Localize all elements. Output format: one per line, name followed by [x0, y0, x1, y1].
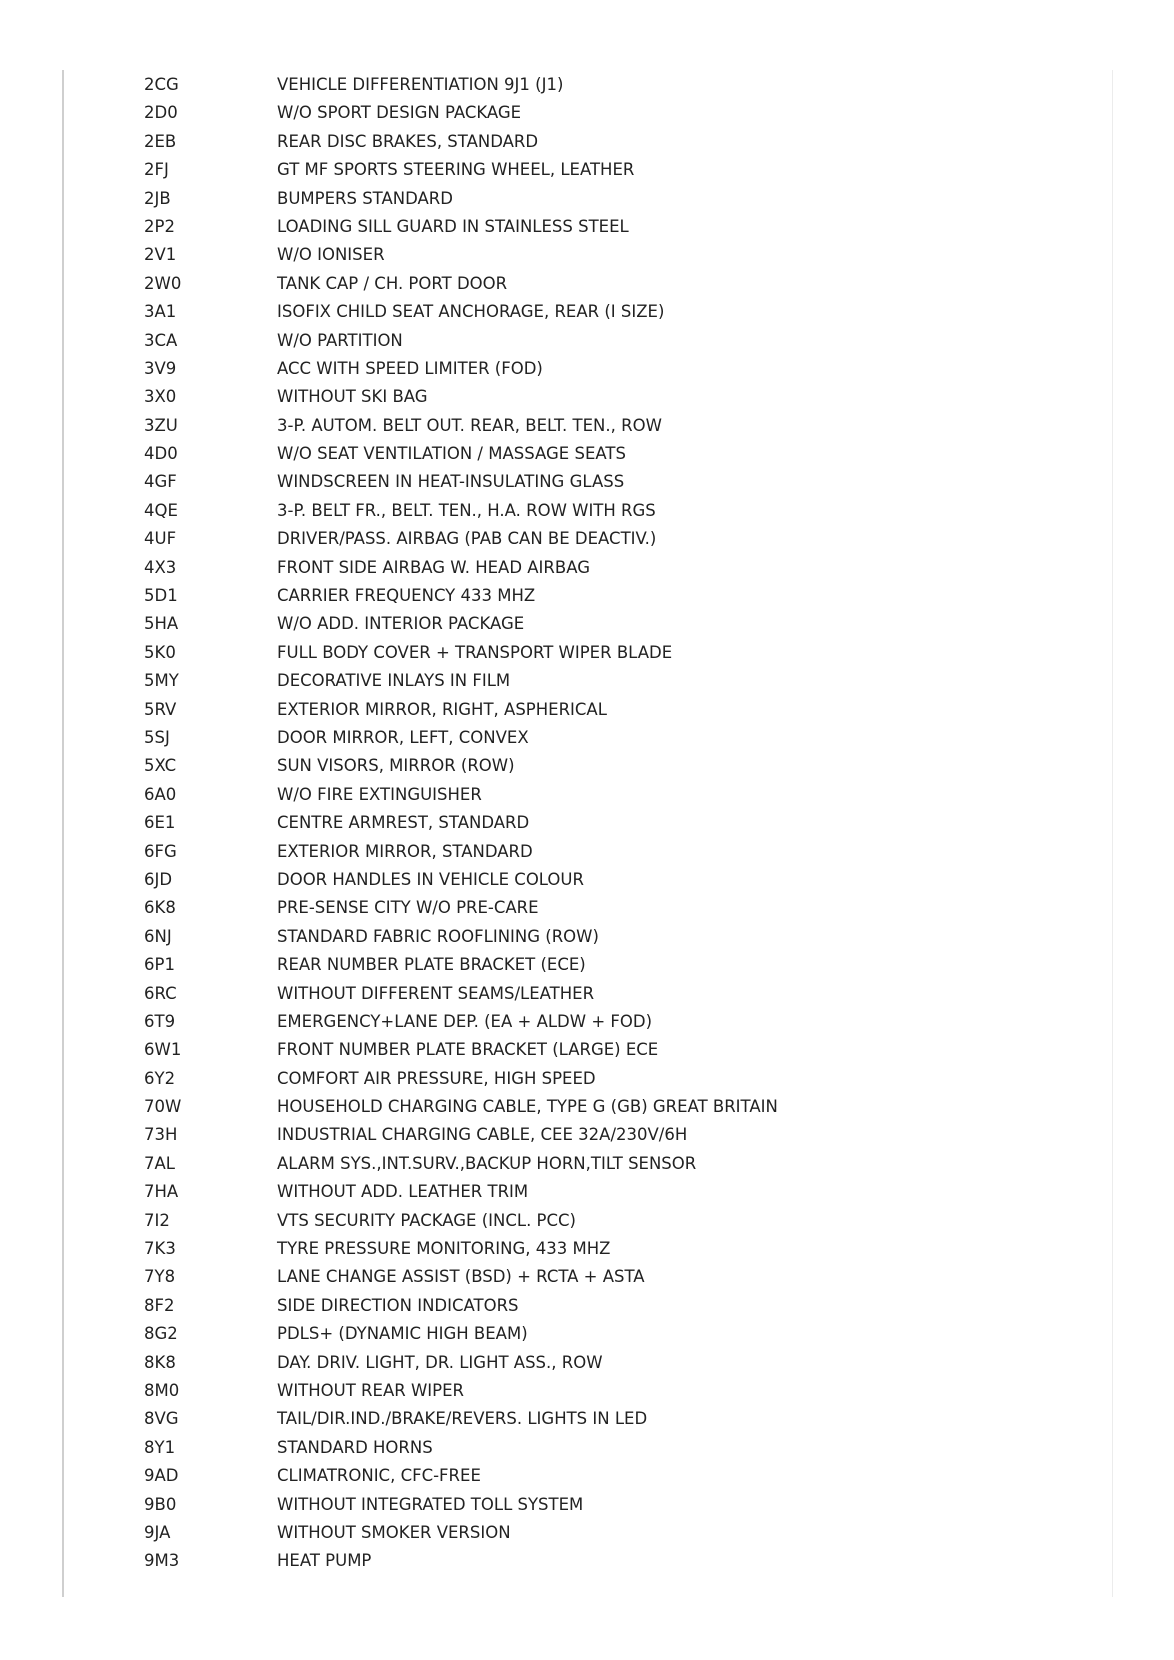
option-code: 2FJ [144, 160, 169, 180]
option-description: DECORATIVE INLAYS IN FILM [277, 671, 511, 691]
option-description: COMFORT AIR PRESSURE, HIGH SPEED [277, 1068, 596, 1088]
option-description: WITHOUT ADD. LEATHER TRIM [277, 1182, 529, 1202]
option-description: DOOR MIRROR, LEFT, CONVEX [277, 727, 529, 747]
option-code: 2P2 [144, 216, 175, 236]
option-description: FULL BODY COVER + TRANSPORT WIPER BLADE [277, 642, 673, 662]
option-code: 6Y2 [144, 1068, 176, 1088]
option-row [0, 781, 1174, 809]
option-row [0, 1121, 1174, 1149]
option-row [0, 894, 1174, 922]
option-code: 8VG [144, 1409, 179, 1429]
option-description: SUN VISORS, MIRROR (ROW) [277, 756, 515, 776]
option-row [0, 610, 1174, 638]
option-description: WITHOUT SMOKER VERSION [277, 1522, 511, 1542]
option-description: DAY. DRIV. LIGHT, DR. LIGHT ASS., ROW [277, 1352, 603, 1372]
option-row [0, 298, 1174, 326]
option-description: LANE CHANGE ASSIST (BSD) + RCTA + ASTA [277, 1267, 645, 1287]
option-description: W/O IONISER [277, 245, 385, 265]
option-description: TAIL/DIR.IND./BRAKE/REVERS. LIGHTS IN LED [277, 1409, 648, 1429]
option-row [0, 270, 1174, 298]
option-code: 5XC [144, 756, 177, 776]
option-row [0, 468, 1174, 496]
option-code: 3A1 [144, 302, 177, 322]
option-code: 6W1 [144, 1040, 182, 1060]
option-code: 6T9 [144, 1011, 176, 1031]
option-code-list [0, 71, 1174, 1576]
option-row [0, 1547, 1174, 1575]
option-code: 6A0 [144, 784, 177, 804]
option-row [0, 525, 1174, 553]
option-row [0, 1519, 1174, 1547]
option-description: WITHOUT REAR WIPER [277, 1380, 464, 1400]
option-description: WITHOUT DIFFERENT SEAMS/LEATHER [277, 983, 595, 1003]
option-code: 6P1 [144, 955, 175, 975]
option-code: 8G2 [144, 1324, 178, 1344]
option-description: WITHOUT INTEGRATED TOLL SYSTEM [277, 1494, 584, 1514]
option-row [0, 1491, 1174, 1519]
option-code: 7HA [144, 1182, 179, 1202]
option-code: 8K8 [144, 1352, 176, 1372]
option-row [0, 71, 1174, 99]
option-description: W/O PARTITION [277, 330, 403, 350]
option-description: HOUSEHOLD CHARGING CABLE, TYPE G (GB) GREAT BRITAIN [277, 1097, 778, 1117]
option-code: 5D1 [144, 586, 178, 606]
option-row [0, 497, 1174, 525]
option-code: 5RV [144, 699, 177, 719]
option-code: 9M3 [144, 1551, 180, 1571]
option-code: 7AL [144, 1153, 175, 1173]
option-code: 6JD [144, 869, 173, 889]
option-description: LOADING SILL GUARD IN STAINLESS STEEL [277, 216, 629, 236]
option-description: 3-P. BELT FR., BELT. TEN., H.A. ROW WITH RGS [277, 500, 656, 520]
option-row [0, 951, 1174, 979]
option-description: TANK CAP / CH. PORT DOOR [277, 273, 508, 293]
option-description: STANDARD HORNS [277, 1437, 433, 1457]
option-code: 5HA [144, 614, 179, 634]
option-row [0, 923, 1174, 951]
option-description: EXTERIOR MIRROR, RIGHT, ASPHERICAL [277, 699, 607, 719]
option-code: 3ZU [144, 415, 178, 435]
option-description: VEHICLE DIFFERENTIATION 9J1 (J1) [277, 75, 564, 94]
option-description: ACC WITH SPEED LIMITER (FOD) [277, 358, 543, 378]
option-description: BUMPERS STANDARD [277, 188, 453, 208]
option-description: W/O SEAT VENTILATION / MASSAGE SEATS [277, 444, 626, 464]
option-row [0, 156, 1174, 184]
option-code: 6K8 [144, 898, 176, 918]
option-code: 6RC [144, 983, 177, 1003]
option-row [0, 185, 1174, 213]
option-code: 3V9 [144, 358, 177, 378]
option-row [0, 1235, 1174, 1263]
option-description: CENTRE ARMREST, STANDARD [277, 813, 530, 833]
option-description: GT MF SPORTS STEERING WHEEL, LEATHER [277, 160, 635, 180]
option-code: 3X0 [144, 387, 177, 407]
option-row [0, 1178, 1174, 1206]
option-description: W/O FIRE EXTINGUISHER [277, 784, 482, 804]
option-code: 4QE [144, 500, 178, 520]
option-code: 7I2 [144, 1210, 170, 1230]
option-code: 7K3 [144, 1239, 176, 1259]
option-description: W/O SPORT DESIGN PACKAGE [277, 103, 522, 123]
option-description: EXTERIOR MIRROR, STANDARD [277, 841, 533, 861]
option-row [0, 667, 1174, 695]
option-code: 9AD [144, 1466, 179, 1486]
option-row [0, 809, 1174, 837]
option-description: DRIVER/PASS. AIRBAG (PAB CAN BE DEACTIV.) [277, 529, 657, 549]
option-description: TYRE PRESSURE MONITORING, 433 MHZ [277, 1239, 611, 1259]
option-description: REAR DISC BRAKES, STANDARD [277, 131, 539, 151]
option-row [0, 99, 1174, 127]
option-description: DOOR HANDLES IN VEHICLE COLOUR [277, 869, 584, 889]
option-code: 5MY [144, 671, 179, 691]
option-description: FRONT SIDE AIRBAG W. HEAD AIRBAG [277, 557, 590, 577]
option-row [0, 1405, 1174, 1433]
option-code: 2D0 [144, 103, 178, 123]
option-row [0, 1349, 1174, 1377]
option-row [0, 1462, 1174, 1490]
option-row [0, 1008, 1174, 1036]
option-code: 2W0 [144, 273, 182, 293]
option-description: FRONT NUMBER PLATE BRACKET (LARGE) ECE [277, 1040, 659, 1060]
option-description: WITHOUT SKI BAG [277, 387, 428, 407]
option-description: SIDE DIRECTION INDICATORS [277, 1295, 519, 1315]
option-row [0, 554, 1174, 582]
option-row [0, 838, 1174, 866]
option-row [0, 752, 1174, 780]
option-code: 4X3 [144, 557, 177, 577]
option-code: 6NJ [144, 926, 172, 946]
option-description: WINDSCREEN IN HEAT-INSULATING GLASS [277, 472, 625, 492]
option-row [0, 241, 1174, 269]
option-description: HEAT PUMP [277, 1551, 372, 1571]
option-row [0, 1065, 1174, 1093]
option-description: W/O ADD. INTERIOR PACKAGE [277, 614, 525, 634]
option-row [0, 1292, 1174, 1320]
option-code: 2EB [144, 131, 177, 151]
option-description: STANDARD FABRIC ROOFLINING (ROW) [277, 926, 599, 946]
option-row [0, 1320, 1174, 1348]
option-row [0, 639, 1174, 667]
option-code: 4UF [144, 529, 177, 549]
option-code: 2JB [144, 188, 171, 208]
option-row [0, 1207, 1174, 1235]
option-code: 5K0 [144, 642, 176, 662]
option-row [0, 383, 1174, 411]
option-description: EMERGENCY+LANE DEP. (EA + ALDW + FOD) [277, 1011, 653, 1031]
option-code: 4D0 [144, 444, 178, 464]
option-code: 8F2 [144, 1295, 175, 1315]
option-code: 8Y1 [144, 1437, 176, 1457]
option-code: 9B0 [144, 1494, 177, 1514]
option-row [0, 1093, 1174, 1121]
option-description: ISOFIX CHILD SEAT ANCHORAGE, REAR (I SIZE) [277, 302, 665, 322]
option-description: 3-P. AUTOM. BELT OUT. REAR, BELT. TEN., ROW [277, 415, 662, 435]
option-description: REAR NUMBER PLATE BRACKET (ECE) [277, 955, 586, 975]
option-description: ALARM SYS.,INT.SURV.,BACKUP HORN,TILT SENSOR [277, 1153, 697, 1173]
option-description: INDUSTRIAL CHARGING CABLE, CEE 32A/230V/6H [277, 1125, 688, 1145]
option-code: 8M0 [144, 1380, 180, 1400]
option-row [0, 1434, 1174, 1462]
option-description: CLIMATRONIC, CFC-FREE [277, 1466, 481, 1486]
option-code: 9JA [144, 1522, 171, 1542]
option-row [0, 327, 1174, 355]
option-description: VTS SECURITY PACKAGE (INCL. PCC) [277, 1210, 576, 1230]
option-row [0, 213, 1174, 241]
option-row [0, 440, 1174, 468]
option-description: CARRIER FREQUENCY 433 MHZ [277, 586, 536, 606]
option-row [0, 696, 1174, 724]
option-row [0, 1150, 1174, 1178]
option-row [0, 1263, 1174, 1291]
option-row [0, 724, 1174, 752]
option-row [0, 980, 1174, 1008]
option-row [0, 128, 1174, 156]
option-row [0, 1036, 1174, 1064]
option-code: 7Y8 [144, 1267, 176, 1287]
option-row [0, 412, 1174, 440]
option-code: 73H [144, 1125, 178, 1145]
option-row [0, 866, 1174, 894]
option-code: 5SJ [144, 727, 170, 747]
option-description: PDLS+ (DYNAMIC HIGH BEAM) [277, 1324, 528, 1344]
option-code: 4GF [144, 472, 177, 492]
option-row [0, 355, 1174, 383]
option-code: 3CA [144, 330, 178, 350]
option-code: 70W [144, 1097, 182, 1117]
option-code: 2V1 [144, 245, 177, 265]
option-description: PRE-SENSE CITY W/O PRE-CARE [277, 898, 539, 918]
option-code: 2CG [144, 75, 179, 94]
option-row [0, 1377, 1174, 1405]
option-code: 6E1 [144, 813, 176, 833]
option-code: 6FG [144, 841, 177, 861]
option-row [0, 582, 1174, 610]
